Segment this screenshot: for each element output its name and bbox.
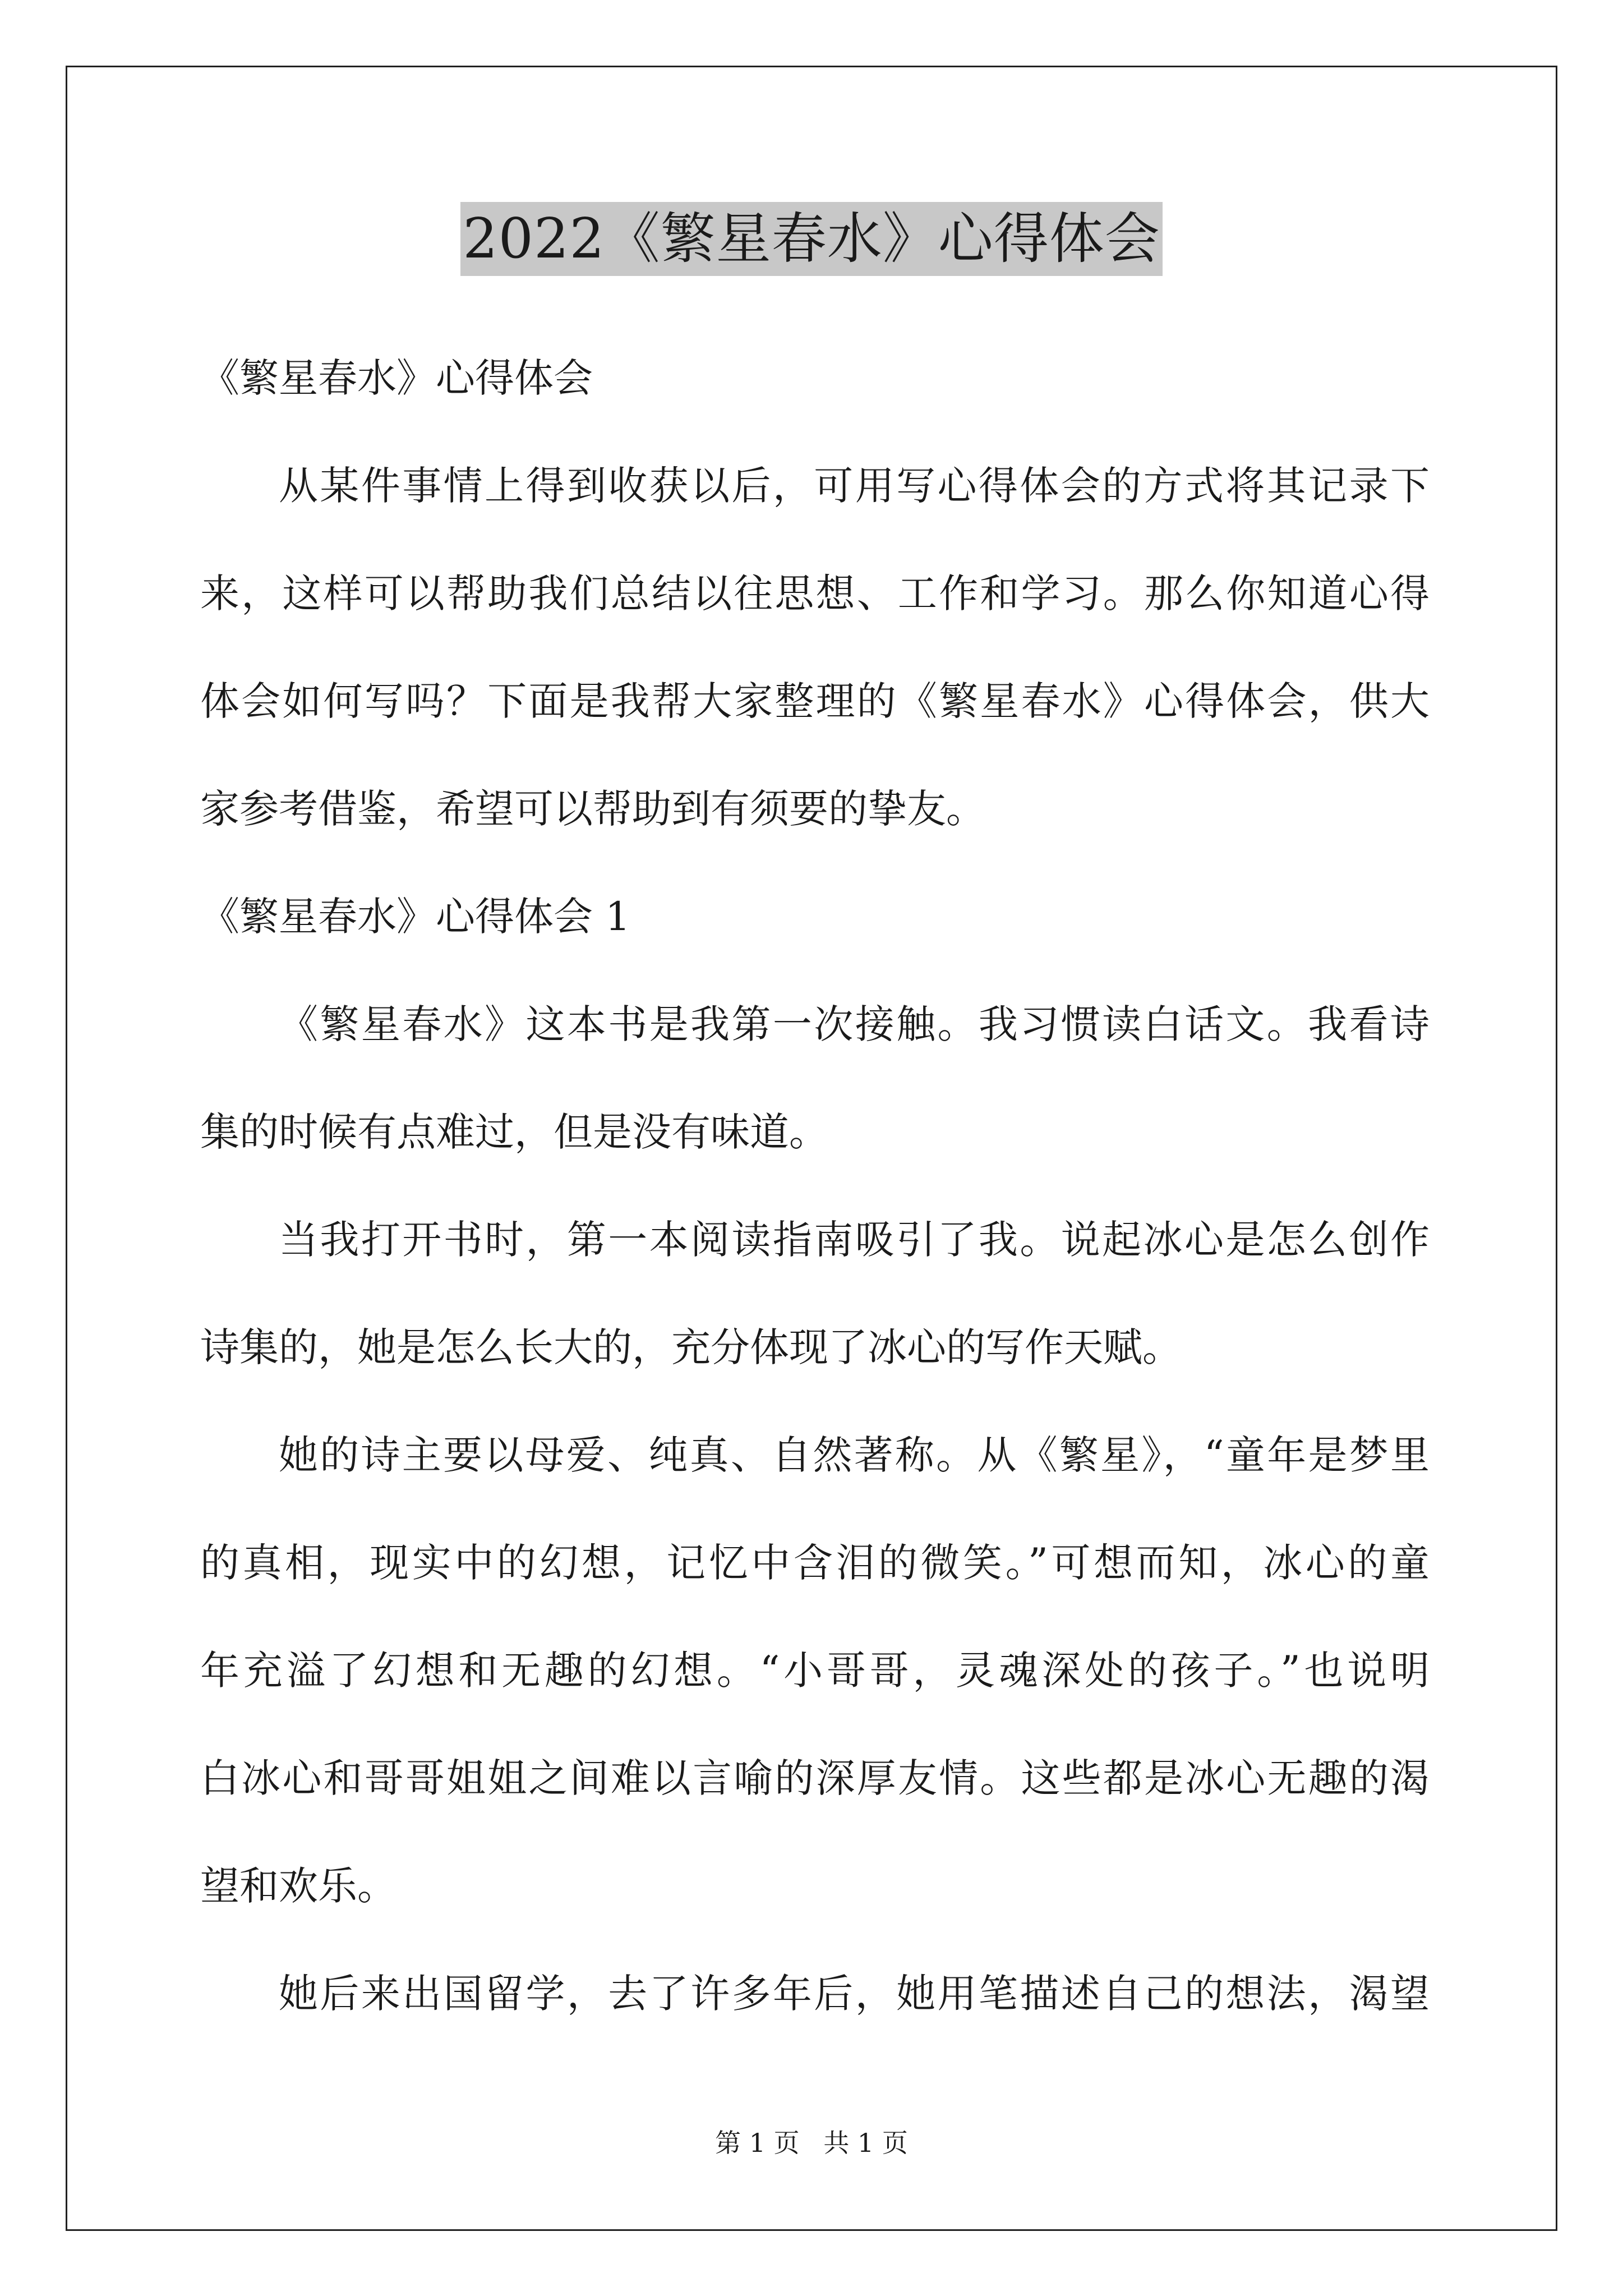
page-footer xyxy=(0,2126,1623,2160)
text-line: 集的时候有点难过，但是没有味道。 xyxy=(200,1109,828,1155)
text-line: 她后来出国留学，去了许多年后，她用笔描述自己的想法，渴望 xyxy=(279,1971,1430,2017)
text-line: 她的诗主要以母爱、纯真、自然著称。从《繁星》，“童年是梦里 xyxy=(279,1432,1430,1478)
page-number: 第 1 页 xyxy=(715,2128,800,2158)
text-line: 体会如何写吗？下面是我帮大家整理的《繁星春水》心得体会，供大 xyxy=(200,678,1430,724)
text-line: 白冰心和哥哥姐姐之间难以言喻的深厚友情。这些都是冰心无趣的渴 xyxy=(200,1755,1430,1801)
text-line: 来，这样可以帮助我们总结以往思想、工作和学习。那么你知道心得 xyxy=(200,570,1430,616)
text-line: 当我打开书时，第一本阅读指南吸引了我。说起冰心是怎么创作 xyxy=(279,1217,1430,1263)
text-line: 《繁星春水》心得体会 1 xyxy=(200,894,630,940)
document-title: 2022《繁星春水》心得体会 xyxy=(460,202,1162,276)
text-line: 的真相，现实中的幻想，记忆中含泪的微笑。”可想而知，冰心的童 xyxy=(200,1540,1430,1586)
text-line: 《繁星春水》这本书是我第一次接触。我习惯读白话文。我看诗 xyxy=(279,1001,1430,1047)
text-line: 家参考借鉴，希望可以帮助到有须要的挚友。 xyxy=(200,786,985,832)
text-line: 《繁星春水》心得体会 xyxy=(200,355,593,401)
title-container xyxy=(0,202,1623,276)
text-line: 年充溢了幻想和无趣的幻想。“小哥哥，灵魂深处的孩子。”也说明 xyxy=(200,1648,1430,1694)
document-body xyxy=(200,324,1430,2047)
page-total: 共 1 页 xyxy=(823,2128,908,2158)
text-line: 诗集的，她是怎么长大的，充分体现了冰心的写作天赋。 xyxy=(200,1324,1182,1370)
text-line: 从某件事情上得到收获以后，可用写心得体会的方式将其记录下 xyxy=(279,463,1430,509)
text-line: 望和欢乐。 xyxy=(200,1863,396,1909)
